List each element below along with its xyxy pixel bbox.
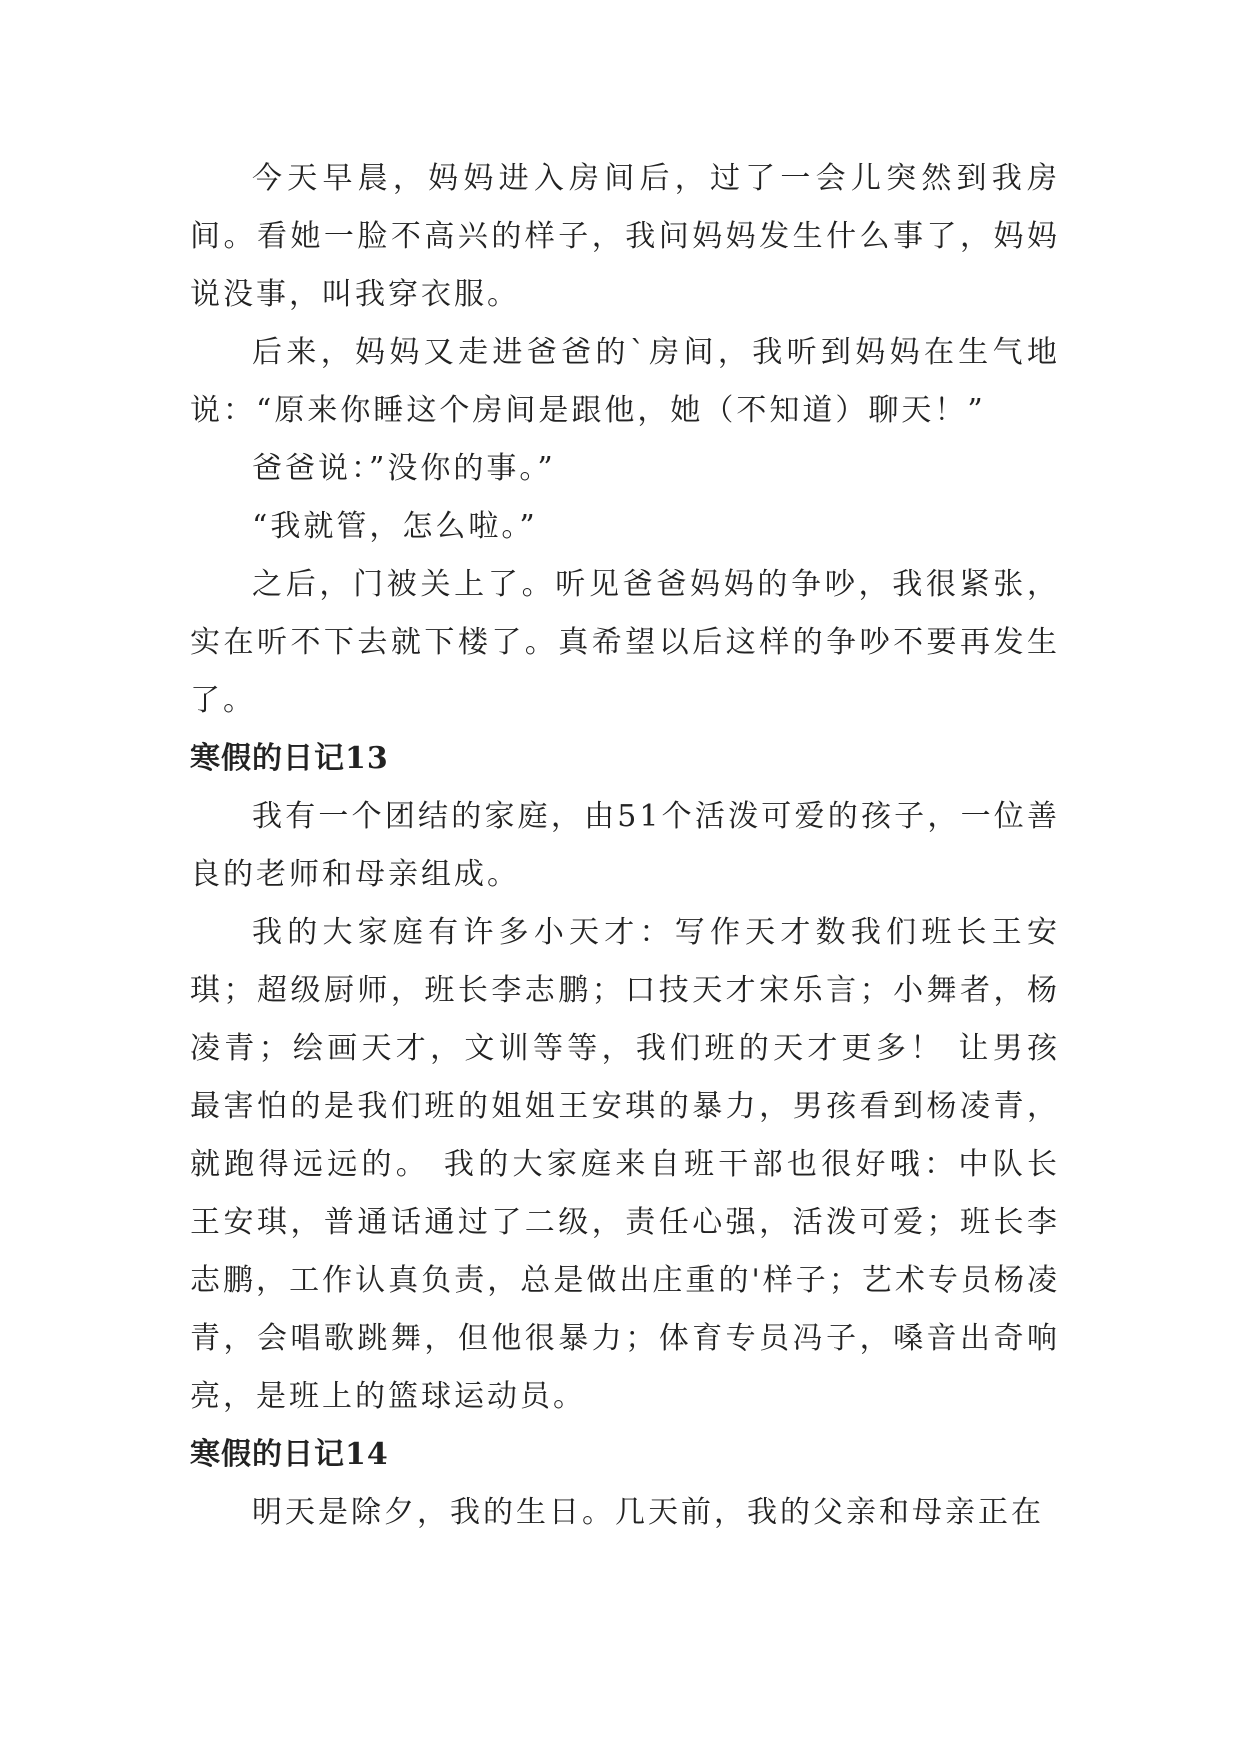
paragraph: 我有一个团结的家庭，由51个活泼可爱的孩子，一位善良的老师和母亲组成。: [190, 799, 1060, 892]
paragraph: 爸爸说：”没你的事。”: [252, 451, 556, 486]
section-heading: 寒假的日记14: [190, 1437, 389, 1472]
document-page: [190, 150, 1060, 1542]
paragraph: 我的大家庭有许多小天才：写作天才数我们班长王安琪；超级厨师，班长李志鹏；口技天才宋乐言；小舞者，杨凌青；绘画天才，文训等等，我们班的天才更多！ 让男孩最害怕的是我们班的姐姐王安琪的暴力，男孩看到杨凌青，就跑得远远的。 我的大家庭来自班干部也很好哦：中队长王安琪，普通话通过了二级，责任心强，活泼可爱；班长李志鹏，工作认真负责，总是做出庄重的'样子；艺术专员杨凌青，会唱歌跳舞，但他很暴力；体育专员冯子，嗓音出奇响亮，是班上的篮球运动员。: [190, 915, 1060, 1414]
paragraph: 今天早晨，妈妈进入房间后，过了一会儿突然到我房间。看她一脸不高兴的样子，我问妈妈发生什么事了，妈妈说没事，叫我穿衣服。: [190, 161, 1060, 312]
paragraph: 明天是除夕，我的生日。几天前，我的父亲和母亲正在: [252, 1495, 1044, 1530]
section-heading: 寒假的日记13: [190, 741, 389, 776]
paragraph: 之后，门被关上了。听见爸爸妈妈的争吵，我很紧张，实在听不下去就下楼了。真希望以后这样的争吵不要再发生了。: [190, 567, 1060, 718]
paragraph: “我就管，怎么啦。”: [252, 509, 538, 544]
paragraph: 后来，妈妈又走进爸爸的`房间，我听到妈妈在生气地说：“原来你睡这个房间是跟他，她（不知道）聊天！”: [190, 335, 1060, 428]
